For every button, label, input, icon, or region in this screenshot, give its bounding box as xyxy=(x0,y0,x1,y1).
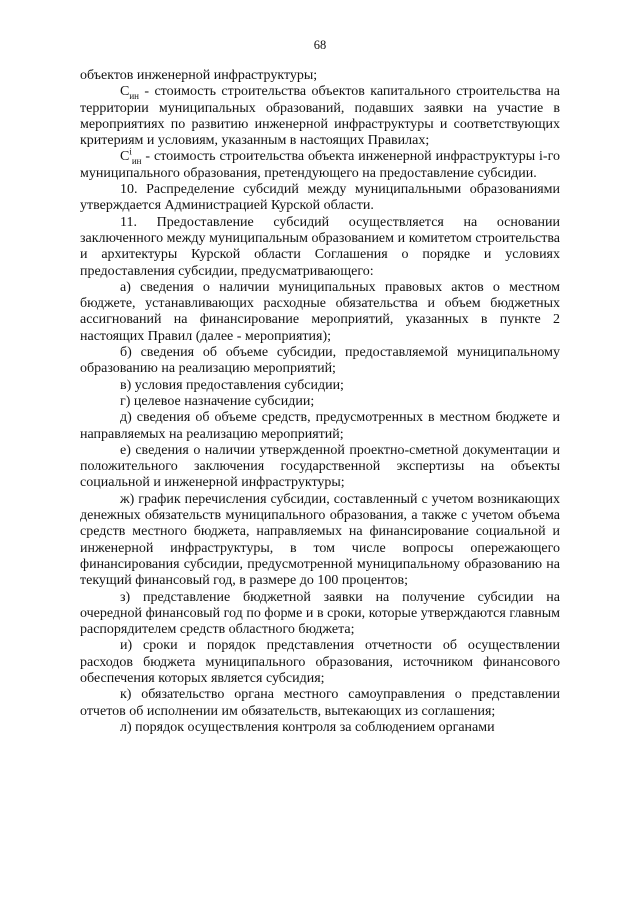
list-item-v: в) условия предоставления субсидии; xyxy=(120,377,344,393)
list-item-g: г) целевое назначение субсидии; xyxy=(120,393,315,409)
paragraph-text: - стоимость строительства объекта инженерной инфраструктуры i-го муниципального образования, претендующего на предоставление субсидии. xyxy=(80,149,560,181)
formula-subscript: ин xyxy=(129,91,139,102)
formula-subscript: ин xyxy=(131,156,142,167)
list-item-a: а) сведения о наличии муниципальных правовых актов о местном бюджете, устанавливающих расходные обязательства и объем бюджетных ассигнований на финансирование мероприятий, указанных в пункте 2 настоящих Правил (далее - мероприятия); xyxy=(80,279,560,344)
list-item-k: к) обязательство органа местного самоуправления о представлении отчетов об исполнении им обязательств, вытекающих из соглашения; xyxy=(80,687,560,719)
paragraph-text: - стоимость строительства объектов капитального строительства на территории муниципальных образований, подавших заявки на участие в мероприятиях по развитию инженерной инфраструктуры и соответствующих критериям и условиям, указанным в настоящих Правилах; xyxy=(80,84,560,149)
paragraph-cost-total xyxy=(80,84,560,149)
list-item-b: б) сведения об объеме субсидии, предоставляемой муниципальному образованию на реализацию мероприятий; xyxy=(80,345,560,377)
paragraph-cost-object xyxy=(80,146,560,182)
page-number: 68 xyxy=(313,38,327,52)
formula-symbol: С xyxy=(120,149,130,165)
list-item-z: з) представление бюджетной заявки на получение субсидии на очередной финансовый год по форме и в сроки, которые утверждаются главным распорядителем средств областного бюджета; xyxy=(80,589,560,638)
list-item-zh: ж) график перечисления субсидии, составленный с учетом возникающих денежных обязательств муниципального образования, а также с учетом объема средств местного бюджета, направляемых на финансирование социальной и инженерной инфраструктуры, в том числе вопросы опережающего финансирования субсидии, предусмотренной муниципальному образованию на текущий финансовый год, в размере до 100 процентов; xyxy=(80,491,560,589)
formula-superscript: i xyxy=(129,146,132,157)
list-item-l: л) порядок осуществления контроля за соблюдением органами xyxy=(120,719,495,735)
document-body xyxy=(80,68,560,736)
list-item-d: д) сведения об объеме средств, предусмотренных в местном бюджете и направляемых на реализацию мероприятий; xyxy=(80,410,560,442)
list-item-i: и) сроки и порядок представления отчетности об осуществлении расходов бюджета муниципального образования, источником финансового обеспечения которых является субсидия; xyxy=(80,638,560,686)
paragraph-item-10: 10. Распределение субсидий между муниципальными образованиями утверждается Администрацией Курской области. xyxy=(80,182,560,214)
list-item-e: е) сведения о наличии утвержденной проектно-сметной документации и положительного заключения государственной экспертизы на объекты социальной и инженерной инфраструктуры; xyxy=(80,442,560,491)
formula-symbol: С xyxy=(120,84,130,100)
paragraph-continuation: объектов инженерной инфраструктуры; xyxy=(80,68,318,83)
paragraph-item-11: 11. Предоставление субсидий осуществляется на основании заключенного между муниципальным образованием и комитетом строительства и архитектуры Курской области Соглашения о порядке и условиях предоставления субсидии, предусматривающего: xyxy=(80,214,560,279)
